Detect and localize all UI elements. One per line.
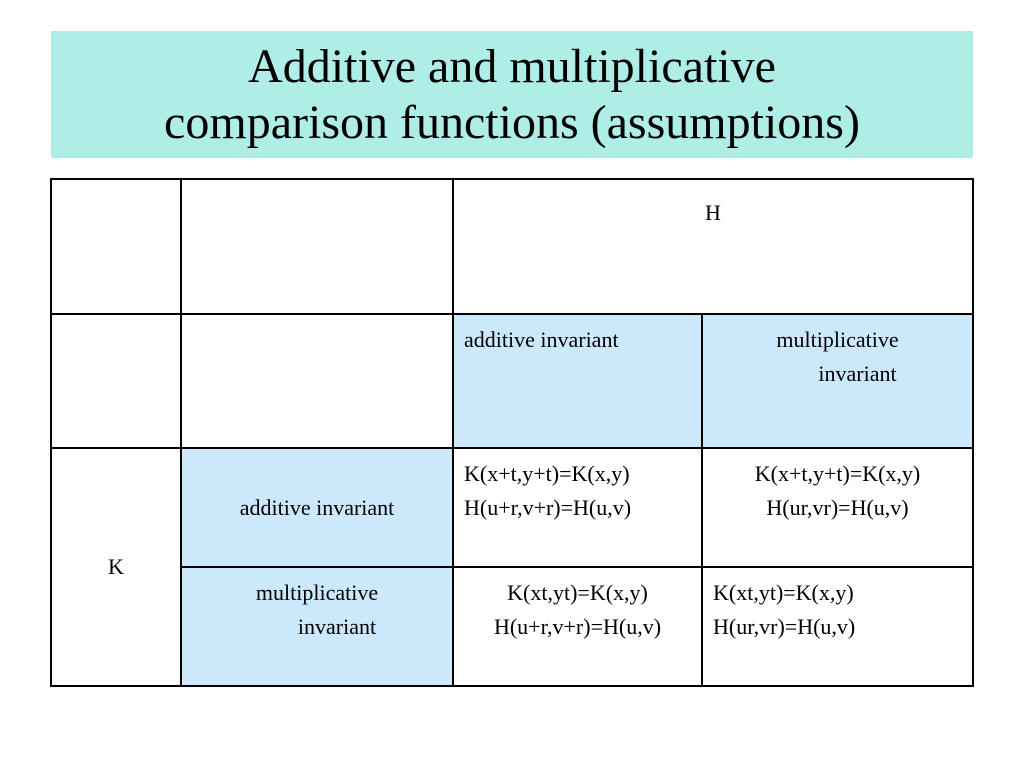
- empty-cell: [51, 179, 181, 314]
- col-header-multiplicative: [702, 314, 973, 448]
- h-equation: H(ur,vr)=H(u,v): [766, 495, 909, 520]
- k-header-cell: [51, 448, 181, 686]
- col-header-additive-label: additive invariant: [464, 327, 619, 352]
- cell-additive-multiplicative: [702, 448, 973, 567]
- empty-cell: [181, 314, 453, 448]
- col-header-multiplicative-line-1: multiplicative: [776, 327, 899, 352]
- k-equation: K(xt,yt)=K(x,y): [713, 580, 854, 605]
- slide-title-line-2: comparison functions (assumptions): [164, 95, 860, 149]
- empty-cell: [51, 314, 181, 448]
- table-row-column-headers: [51, 314, 973, 448]
- cell-additive-additive: [453, 448, 702, 567]
- h-equation: H(u+r,v+r)=H(u,v): [493, 614, 662, 639]
- row-header-multiplicative: [181, 567, 453, 686]
- row-header-additive-label: additive invariant: [239, 494, 395, 520]
- row-header-multiplicative-line-1: multiplicative: [255, 580, 379, 605]
- cell-multiplicative-additive: [453, 567, 702, 686]
- k-equation: K(xt,yt)=K(x,y): [507, 580, 648, 605]
- slide-title-line-1: Additive and multiplicative: [248, 39, 776, 93]
- comparison-table: [50, 178, 974, 687]
- col-header-additive: [453, 314, 702, 448]
- title-banner: [51, 31, 973, 158]
- cell-multiplicative-multiplicative: [702, 567, 973, 686]
- row-header-multiplicative-line-2: invariant: [297, 614, 377, 639]
- h-equation: H(ur,vr)=H(u,v): [713, 614, 856, 639]
- h-equation: H(u+r,v+r)=H(u,v): [464, 495, 632, 520]
- h-header-cell: [453, 179, 973, 314]
- k-equation: K(x+t,y+t)=K(x,y): [464, 461, 630, 486]
- h-label: H: [705, 200, 721, 225]
- k-label: K: [108, 554, 124, 579]
- empty-cell: [181, 179, 453, 314]
- row-header-additive: [181, 448, 453, 567]
- table-row-multiplicative: [51, 567, 973, 686]
- col-header-multiplicative-line-2: invariant: [818, 361, 897, 386]
- table-row-h-header: [51, 179, 973, 314]
- table-row-additive: [51, 448, 973, 567]
- k-equation: K(x+t,y+t)=K(x,y): [754, 461, 921, 486]
